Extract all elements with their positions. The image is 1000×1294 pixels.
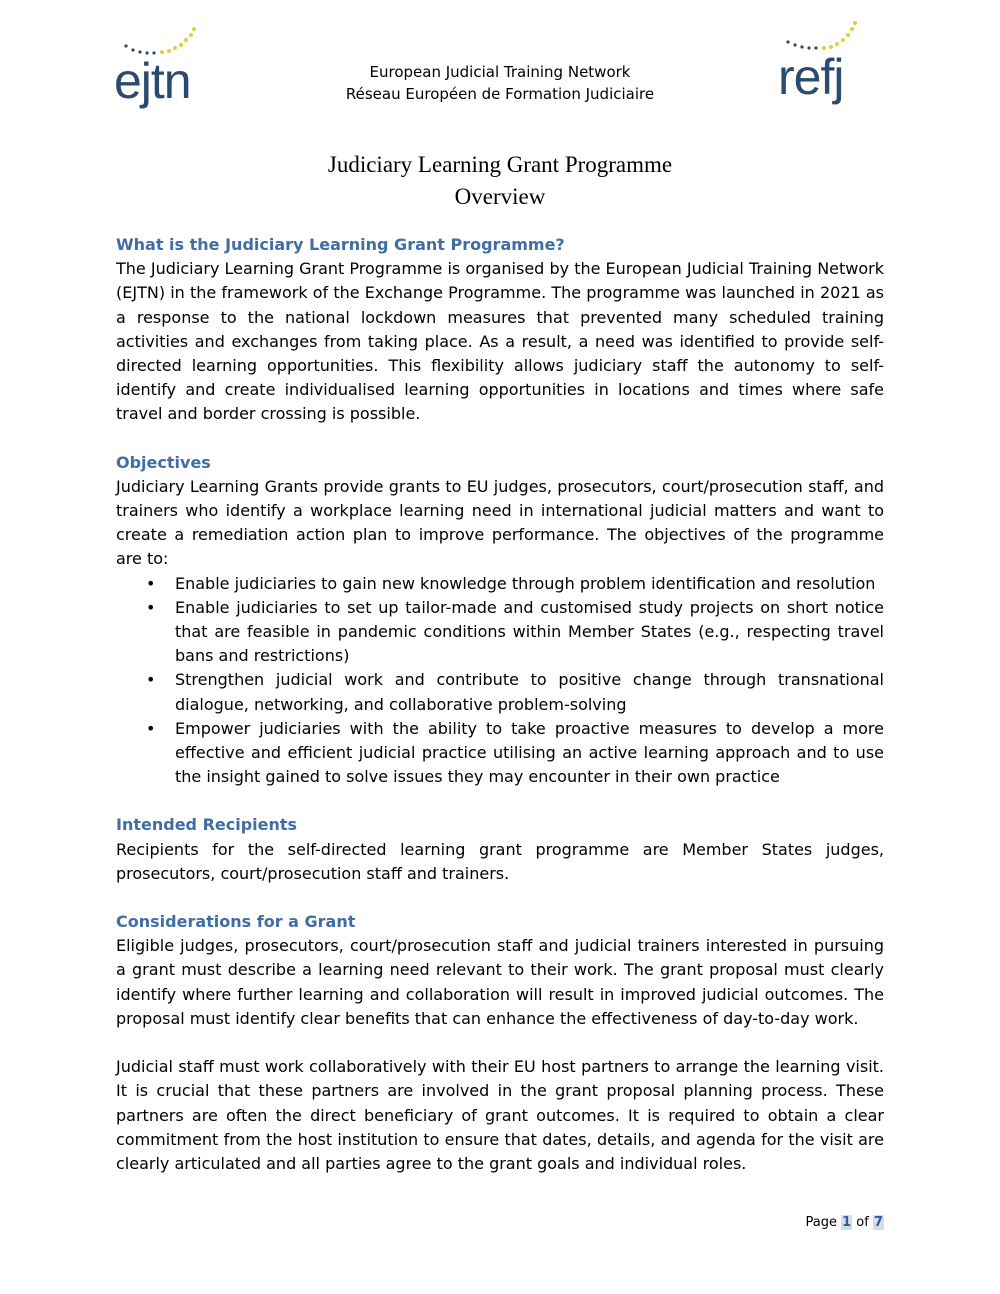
heading-objectives: Objectives [116,452,211,472]
document-title [0,149,1000,213]
page-footer [700,1215,884,1230]
total-pages: 7 [873,1215,883,1230]
list-item: • Enable judiciaries to gain new knowledge through problem identification and resolution [175,572,884,596]
spacer [116,789,884,813]
refj-logo [774,18,886,114]
paragraph-considerations-1: Eligible judges, prosecutors, court/prosecution staff and judicial trainers interested in pursuing a grant must describe a learning need relevant to their work. The grant proposal must clearly identify where further learning and collaboration will result in improved judicial outcomes. The proposal must identify clear benefits that can enhance the effectiveness of day-to-day work. [116,936,884,1028]
organisation-name [300,61,700,105]
paragraph-objectives-intro: Judiciary Learning Grants provide grants to EU judges, prosecutors, court/prosecution staff, and trainers who identify a workplace learning need in international judicial matters and want to create a remediation action plan to improve performance. The objectives of the programme are to: [116,476,884,569]
spacer [116,886,884,910]
spacer [116,1031,884,1055]
heading-considerations: Considerations for a Grant [116,912,356,932]
paragraph-recipients: Recipients for the self-directed learning grant programme are Member States judges, prosecutors, court/prosecution staff and trainers. [116,839,884,883]
org-name-fr: Réseau Européen de Formation Judiciaire [345,85,655,103]
ejtn-logo [112,18,224,114]
of-word: of [856,1215,869,1230]
heading-what-is: What is the Judiciary Learning Grant Programme? [116,235,565,254]
org-name-en: European Judicial Training Network [369,63,631,81]
title-line-1: Judiciary Learning Grant Programme [327,152,673,177]
list-item: • Strengthen judicial work and contribute to positive change through transnational dialogue, networking, and collaborative problem-solving [175,668,884,716]
heading-recipients: Intended Recipients [116,815,298,835]
title-line-2: Overview [454,184,546,209]
document-body [116,233,884,1176]
list-item: • Enable judiciaries to set up tailor-made and customised study projects on short notice that are feasible in pandemic conditions within Member States (e.g., respecting travel bans and restrictions) [175,596,884,669]
refj-logo-text: refj [778,49,844,105]
page-header [0,0,1000,120]
ejtn-logo-text: ejtn [114,53,191,109]
current-page-number: 1 [842,1215,852,1230]
objectives-list [116,572,884,790]
page-word: Page [805,1215,837,1230]
spacer [116,427,884,451]
paragraph-what-is: The Judiciary Learning Grant Programme is organised by the European Judicial Training Network (EJTN) in the framework of the Exchange Programme. The programme was launched in 2021 as a response to the national lockdown measures that prevented many scheduled training activities and exchanges from taking place. As a result, a need was identified to provide self-directed learning opportunities. This flexibility allows judiciary staff the autonomy to self-identify and create individualised learning opportunities in locations and times where safe travel and border crossing is possible. [116,259,884,424]
paragraph-considerations-2: Judicial staff must work collaboratively with their EU host partners to arrange the learning visit. It is crucial that these partners are involved in the grant proposal planning process. These partners are often the direct beneficiary of grant outcomes. It is required to obtain a clear commitment from the host institution to ensure that dates, details, and agenda for the visit are clearly articulated and all parties agree to the grant goals and individual roles. [116,1057,884,1173]
list-item: • Empower judiciaries with the ability to take proactive measures to develop a more effective and efficient judicial practice utilising an active learning approach and to use the insight gained to solve issues they may encounter in their own practice [175,717,884,790]
